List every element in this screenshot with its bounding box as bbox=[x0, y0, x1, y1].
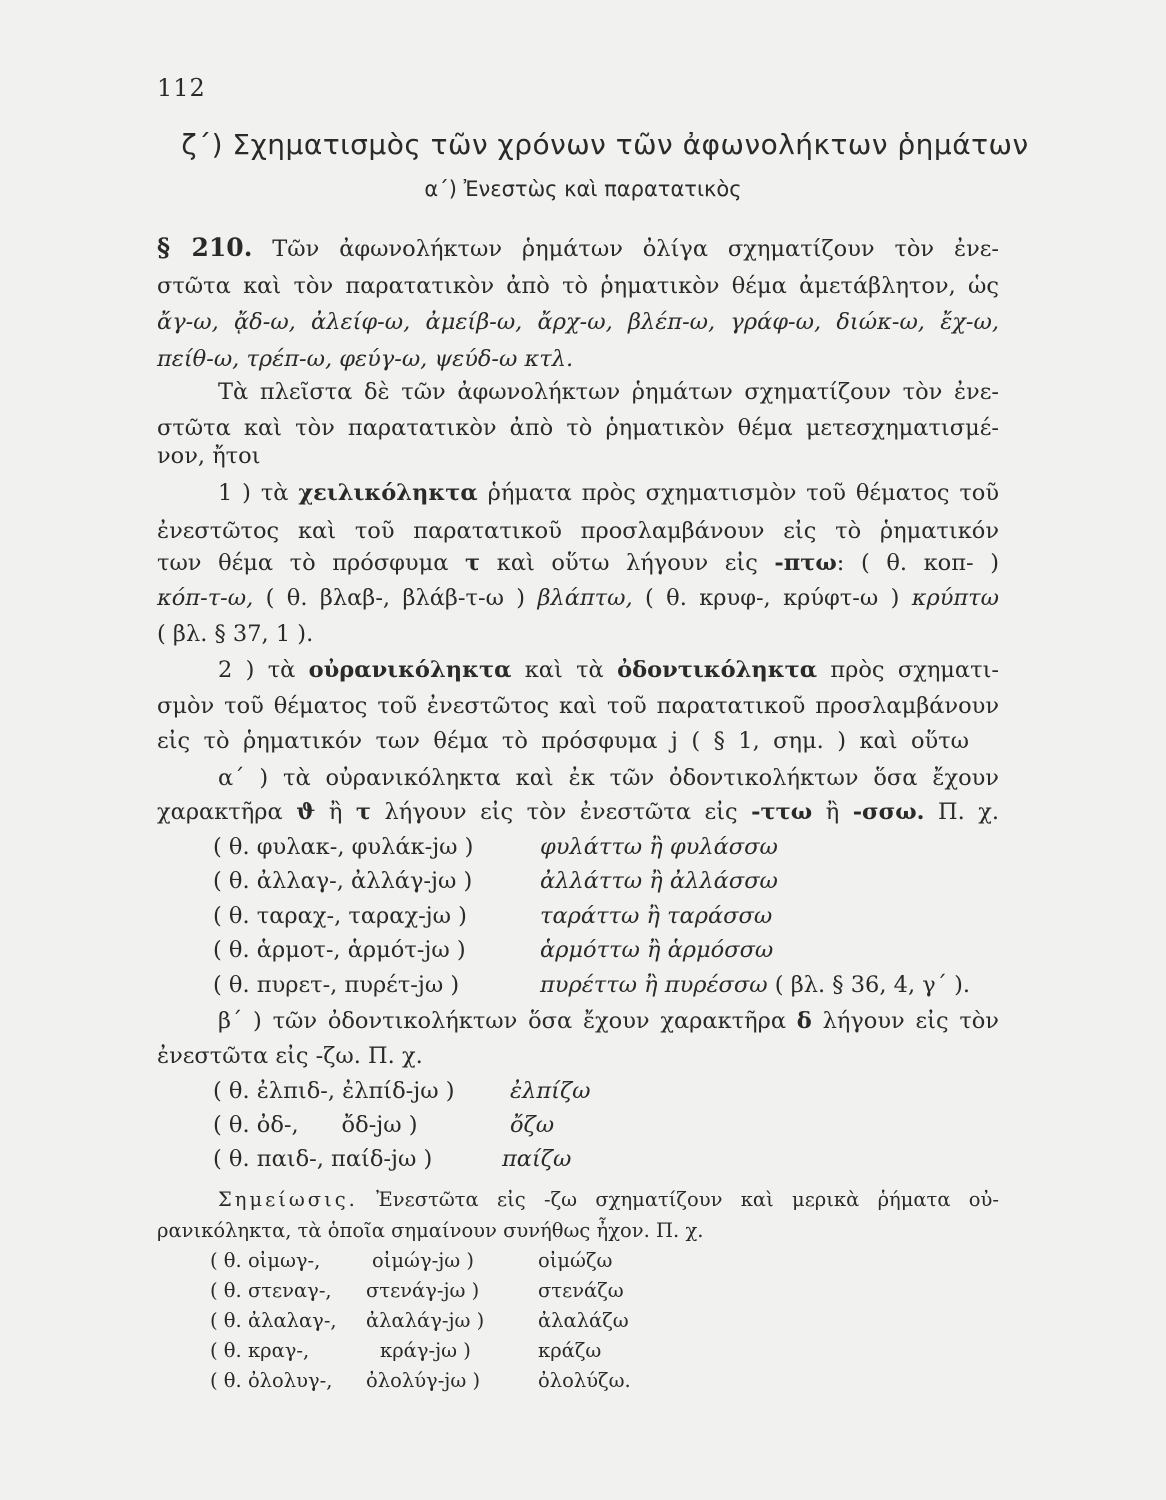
note-row-a: ( θ. ἀλαλαγ-, bbox=[210, 1309, 337, 1332]
note-row-b: ἀλαλάγ-jω ) bbox=[366, 1309, 485, 1332]
term-cheilikolikta: χειλικόληκτα bbox=[298, 480, 478, 506]
suba-row-left: ( θ. πυρετ-, πυρέτ-jω ) bbox=[213, 972, 460, 998]
suba-row-right: ἀλλάττω ἢ ἀλλάσσω bbox=[540, 868, 778, 894]
subb-row-right: ἐλπίζω bbox=[510, 1078, 591, 1104]
para1-line3: ἄγ-ω, ᾄδ-ω, ἀλείφ-ω, ἀμείβ-ω, ἄρχ-ω, βλέπ-ω, γράφ-ω, διώκ-ω, ἔχ-ω, bbox=[157, 309, 999, 335]
item1-line4: κόπ-τ-ω, ( θ. βλαβ-, βλάβ-τ-ω ) βλάπτω, ( θ. κρυφ-, κρύφτ-ω ) κρύπτω bbox=[157, 585, 999, 611]
para1-line4: πείθ-ω, τρέπ-ω, φεύγ-ω, ψεύδ-ω κτλ. bbox=[157, 346, 574, 372]
suba-row-right: ταράττω ἢ ταράσσω bbox=[540, 903, 773, 929]
suba-line1: α΄ ) τὰ οὐρανικόληκτα καὶ ἐκ τῶν ὀδοντικολήκτων ὅσα ἔχουν bbox=[218, 765, 999, 791]
note-row-a: ( θ. στεναγ-, bbox=[210, 1279, 332, 1302]
subb-row-left: ( θ. ἐλπιδ-, ἐλπίδ-jω ) bbox=[213, 1078, 455, 1104]
item1-line2: ἐνεστῶτος καὶ τοῦ παρατατικοῦ προσλαμβάνουν εἰς τὸ ῥηματικόν bbox=[157, 518, 999, 544]
suba-row-left: ( θ. ἀλλαγ-, ἀλλάγ-jω ) bbox=[213, 868, 473, 894]
note-row-a: ( θ. κραγ-, bbox=[210, 1339, 310, 1362]
note-row-b: ὀλολύγ-jω ) bbox=[366, 1369, 481, 1392]
item2-line1: 2 ) τὰ οὐρανικόληκτα καὶ τὰ ὀδοντικόληκτα πρὸς σχηματι- bbox=[218, 657, 999, 683]
item1-line1: 1 ) τὰ χειλικόληκτα ῥήματα πρὸς σχηματισμὸν τοῦ θέματος τοῦ bbox=[218, 480, 999, 506]
para1-line1: § 210. Τῶν ἀφωνολήκτων ῥημάτων ὀλίγα σχηματίζουν τὸν ἐνε- bbox=[157, 233, 1000, 262]
note-line2: ρανικόληκτα, τὰ ὁποῖα σημαίνουν συνήθως ἦχον. Π. χ. bbox=[157, 1219, 704, 1242]
note-row-b: οἰμώγ-jω ) bbox=[372, 1249, 474, 1272]
subb-line2: ἐνεστῶτα εἰς -ζω. Π. χ. bbox=[157, 1043, 423, 1069]
note-row-c: οἰμώζω bbox=[538, 1249, 613, 1272]
subb-line1: β΄ ) τῶν ὀδοντικολήκτων ὅσα ἔχουν χαρακτῆρα δ λήγουν εἰς τὸν bbox=[218, 1008, 999, 1034]
subb-row-left: ( θ. παιδ-, παίδ-jω ) bbox=[213, 1146, 433, 1172]
para2-line1: Τὰ πλεῖστα δὲ τῶν ἀφωνολήκτων ῥημάτων σχηματίζουν τὸν ἐνε- bbox=[218, 379, 999, 405]
subb-row-left: ( θ. ὀδ-, ὄδ-jω ) bbox=[213, 1112, 418, 1138]
suba-row-right: ἁρμόττω ἢ ἁρμόσσω bbox=[540, 937, 774, 963]
term-ouranikolikta: οὐρανικόληκτα bbox=[308, 657, 512, 683]
note-label: Σημείωσις. bbox=[218, 1188, 358, 1211]
note-row-a: ( θ. ὀλολυγ-, bbox=[210, 1369, 333, 1392]
suba-row-left: ( θ. ἁρμοτ-, ἁρμότ-jω ) bbox=[213, 937, 466, 963]
para2-line3: νον, ἤτοι bbox=[157, 443, 261, 469]
chapter-heading: ζ΄) Σχηματισμὸς τῶν χρόνων τῶν ἀφωνολήκτων ῥημάτων bbox=[181, 128, 1029, 161]
suba-row-left: ( θ. φυλακ-, φυλάκ-jω ) bbox=[213, 834, 474, 860]
note-row-c: κράζω bbox=[538, 1339, 602, 1362]
note-line1: Σημείωσις. Ἐνεστῶτα εἰς -ζω σχηματίζουν καὶ μερικὰ ῥήματα οὐ- bbox=[218, 1188, 999, 1211]
suba-row-right: πυρέττω ἢ πυρέσσω ( βλ. § 36, 4, γ΄ ). bbox=[540, 972, 971, 998]
section-subheading: α΄) Ἐνεστὼς καὶ παρατατικὸς bbox=[424, 177, 742, 201]
note-row-c: ὀλολύζω. bbox=[538, 1369, 631, 1392]
term-odontikolikta: ὀδοντικόληκτα bbox=[617, 657, 818, 683]
para1-line2: στῶτα καὶ τὸν παρατατικὸν ἀπὸ τὸ ῥηματικὸν θέμα ἀμετάβλητον, ὡς bbox=[157, 273, 999, 299]
subb-row-right: ὄζω bbox=[510, 1112, 555, 1138]
note-row-b: κράγ-jω ) bbox=[380, 1339, 471, 1362]
para2-line2: στῶτα καὶ τὸν παρατατικὸν ἀπὸ τὸ ῥηματικὸν θέμα μετεσχηματισμέ- bbox=[157, 415, 999, 441]
section-number: § 210. bbox=[157, 233, 253, 262]
note-row-b: στενάγ-jω ) bbox=[366, 1279, 480, 1302]
note-row-a: ( θ. οἰμωγ-, bbox=[210, 1249, 321, 1272]
suba-line2: χαρακτῆρα ϑ ἢ τ λήγουν εἰς τὸν ἐνεστῶτα εἰς -ττω ἢ -σσω. Π. χ. bbox=[157, 799, 1000, 825]
item2-line3: εἰς τὸ ῥηματικόν των θέμα τὸ πρόσφυμα j ( § 1, σημ. ) καὶ οὕτω bbox=[157, 728, 969, 754]
page-number: 112 bbox=[157, 74, 206, 102]
item1-line5: ( βλ. § 37, 1 ). bbox=[157, 621, 314, 647]
suba-row-right: φυλάττω ἢ φυλάσσω bbox=[540, 834, 778, 860]
suba-row-left: ( θ. ταραχ-, ταραχ-jω ) bbox=[213, 903, 467, 929]
item1-line3: των θέμα τὸ πρόσφυμα τ καὶ οὕτω λήγουν εἰς -πτω: ( θ. κοπ- ) bbox=[157, 550, 999, 576]
subb-row-right: παίζω bbox=[502, 1146, 572, 1172]
item2-line2: σμὸν τοῦ θέματος τοῦ ἐνεστῶτος καὶ τοῦ παρατατικοῦ προσλαμβάνουν bbox=[157, 693, 999, 719]
note-row-c: ἀλαλάζω bbox=[538, 1309, 629, 1332]
note-row-c: στενάζω bbox=[538, 1279, 624, 1302]
